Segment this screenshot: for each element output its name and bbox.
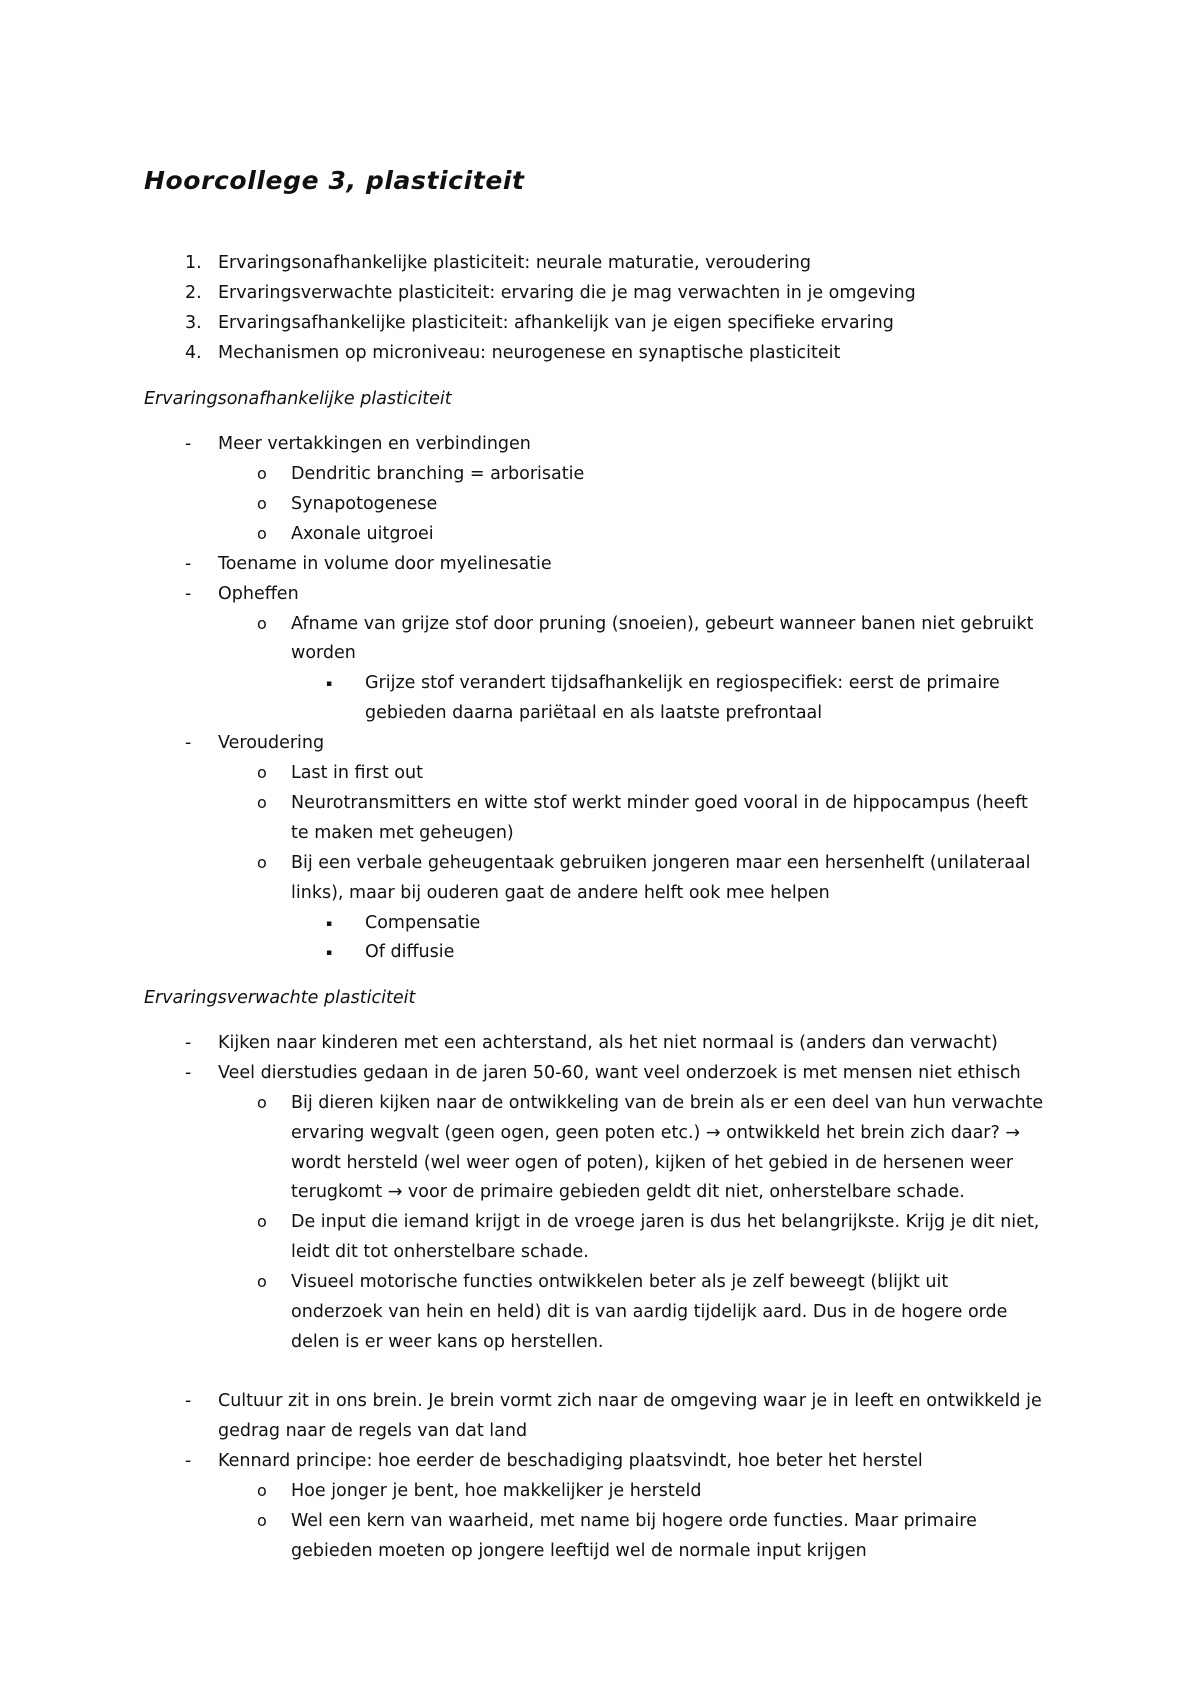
list-item-text: Synapotogenese bbox=[291, 494, 438, 514]
list-item-text: leidt dit tot onherstelbare schade. bbox=[291, 1242, 589, 1262]
list-item-text: gebieden moeten op jongere leeftijd wel de normale input krijgen bbox=[291, 1541, 867, 1561]
list-number: 3. bbox=[185, 313, 202, 333]
dash-bullet: - bbox=[185, 554, 192, 574]
list-number: 4. bbox=[185, 343, 202, 363]
list-number: 1. bbox=[185, 253, 202, 273]
list-item-text: gedrag naar de regels van dat land bbox=[218, 1421, 528, 1441]
dash-bullet: - bbox=[185, 1063, 192, 1083]
circle-bullet: o bbox=[257, 853, 267, 872]
list-item-text: terugkomt → voor de primaire gebieden geldt dit niet, onherstelbare schade. bbox=[291, 1182, 965, 1202]
list-item-text: Ervaringsonafhankelijke plasticiteit: neurale maturatie, veroudering bbox=[218, 253, 812, 273]
list-item-text: Mechanismen op microniveau: neurogenese en synaptische plasticiteit bbox=[218, 343, 841, 363]
circle-bullet: o bbox=[257, 1511, 267, 1530]
list-item-text: Dendritic branching = arborisatie bbox=[291, 464, 585, 484]
list-item-text: links), maar bij ouderen gaat de andere helft ook mee helpen bbox=[291, 883, 830, 903]
list-item-text: De input die iemand krijgt in de vroege jaren is dus het belangrijkste. Krijg je dit niet, bbox=[291, 1212, 1040, 1232]
list-item-text: Kijken naar kinderen met een achterstand, als het niet normaal is (anders dan verwacht) bbox=[218, 1033, 998, 1053]
list-item-text: Kennard principe: hoe eerder de beschadiging plaatsvindt, hoe beter het herstel bbox=[218, 1451, 923, 1471]
section-heading: Ervaringsonafhankelijke plasticiteit bbox=[144, 389, 452, 409]
circle-bullet: o bbox=[257, 524, 267, 543]
dash-bullet: - bbox=[185, 1033, 192, 1053]
list-item-text: te maken met geheugen) bbox=[291, 823, 514, 843]
circle-bullet: o bbox=[257, 763, 267, 782]
list-item-text: Afname van grijze stof door pruning (snoeien), gebeurt wanneer banen niet gebruikt bbox=[291, 614, 1034, 634]
circle-bullet: o bbox=[257, 494, 267, 513]
list-item-text: onderzoek van hein en held) dit is van aardig tijdelijk aard. Dus in de hogere orde bbox=[291, 1302, 1008, 1322]
square-bullet: ▪ bbox=[326, 679, 333, 689]
circle-bullet: o bbox=[257, 1272, 267, 1291]
list-item-text: delen is er weer kans op herstellen. bbox=[291, 1332, 604, 1352]
dash-bullet: - bbox=[185, 434, 192, 454]
document-title: Hoorcollege 3, plasticiteit bbox=[144, 166, 525, 195]
list-item-text: ervaring wegvalt (geen ogen, geen poten etc.) → ontwikkeld het brein zich daar? → bbox=[291, 1123, 1021, 1143]
circle-bullet: o bbox=[257, 614, 267, 633]
list-number: 2. bbox=[185, 283, 202, 303]
dash-bullet: - bbox=[185, 733, 192, 753]
square-bullet: ▪ bbox=[326, 948, 333, 958]
dash-bullet: - bbox=[185, 584, 192, 604]
dash-bullet: - bbox=[185, 1391, 192, 1411]
circle-bullet: o bbox=[257, 1212, 267, 1231]
list-item-text: Compensatie bbox=[365, 913, 481, 933]
list-item-text: Toename in volume door myelinesatie bbox=[218, 554, 552, 574]
list-item-text: Bij dieren kijken naar de ontwikkeling van de brein als er een deel van hun verwachte bbox=[291, 1093, 1044, 1113]
list-item-text: Ervaringsverwachte plasticiteit: ervaring die je mag verwachten in je omgeving bbox=[218, 283, 916, 303]
dash-bullet: - bbox=[185, 1451, 192, 1471]
list-item-text: worden bbox=[291, 643, 356, 663]
list-item-text: Ervaringsafhankelijke plasticiteit: afhankelijk van je eigen specifieke ervaring bbox=[218, 313, 894, 333]
list-item-text: Wel een kern van waarheid, met name bij hogere orde functies. Maar primaire bbox=[291, 1511, 977, 1531]
list-item-text: Neurotransmitters en witte stof werkt minder goed vooral in de hippocampus (heeft bbox=[291, 793, 1028, 813]
list-item-text: Cultuur zit in ons brein. Je brein vormt zich naar de omgeving waar je in leeft en ontwikkeld je bbox=[218, 1391, 1042, 1411]
section-heading: Ervaringsverwachte plasticiteit bbox=[144, 988, 416, 1008]
list-item-text: Veel dierstudies gedaan in de jaren 50-60, want veel onderzoek is met mensen niet ethisch bbox=[218, 1063, 1021, 1083]
list-item-text: Axonale uitgroei bbox=[291, 524, 434, 544]
circle-bullet: o bbox=[257, 464, 267, 483]
list-item-text: Visueel motorische functies ontwikkelen beter als je zelf beweegt (blijkt uit bbox=[291, 1272, 949, 1292]
list-item-text: Last in first out bbox=[291, 763, 423, 783]
list-item-text: Grijze stof verandert tijdsafhankelijk en regiospecifiek: eerst de primaire bbox=[365, 673, 1000, 693]
circle-bullet: o bbox=[257, 793, 267, 812]
list-item-text: Of diffusie bbox=[365, 942, 455, 962]
square-bullet: ▪ bbox=[326, 919, 333, 929]
circle-bullet: o bbox=[257, 1093, 267, 1112]
list-item-text: wordt hersteld (wel weer ogen of poten), kijken of het gebied in de hersenen weer bbox=[291, 1153, 1014, 1173]
list-item-text: Meer vertakkingen en verbindingen bbox=[218, 434, 531, 454]
list-item-text: Hoe jonger je bent, hoe makkelijker je hersteld bbox=[291, 1481, 702, 1501]
list-item-text: Bij een verbale geheugentaak gebruiken jongeren maar een hersenhelft (unilateraal bbox=[291, 853, 1031, 873]
list-item-text: Veroudering bbox=[218, 733, 325, 753]
list-item-text: Opheffen bbox=[218, 584, 299, 604]
list-item-text: gebieden daarna pariëtaal en als laatste prefrontaal bbox=[365, 703, 823, 723]
circle-bullet: o bbox=[257, 1481, 267, 1500]
